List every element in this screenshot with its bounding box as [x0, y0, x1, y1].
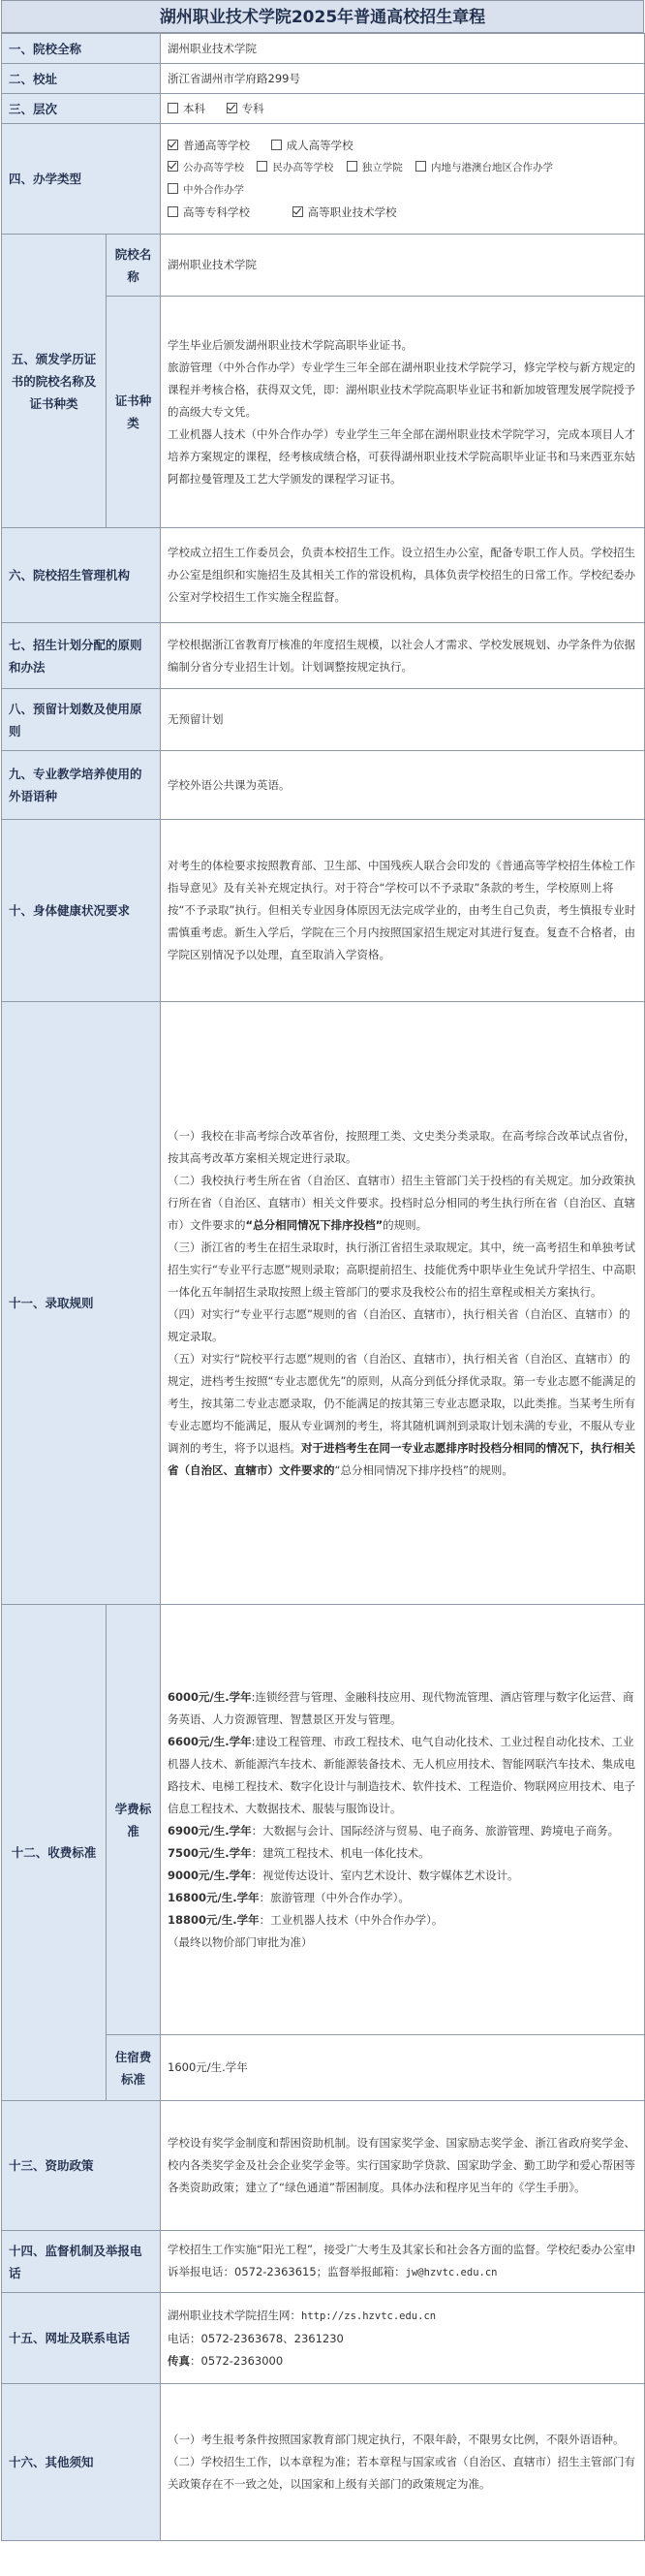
unchecked-box-icon: [347, 161, 357, 172]
aid-value: 学校设有奖学金制度和帮困资助机制。设有国家奖学金、国家励志奖学金、浙江省政府奖学金、校内各类奖学金及社会企业奖学金等。实行国家助学贷款、国家助学金、勤工助学和爱心帮困等各类资助政策；建立了“绿色通道”帮困制度。具体办法和程序见当年的《学生手册》。: [161, 2101, 645, 2231]
row-contact: [2, 2293, 645, 2384]
school-name-label: 一、院校全称: [2, 34, 161, 64]
contact-value: [161, 2293, 645, 2384]
certificate-paragraph: 学生毕业后颁发湖州职业技术学院高职毕业证书。: [168, 337, 414, 352]
notes-paragraph: （一）考生报考条件按照国家教育部门规定执行，不限年龄，不限男女比例，不限外语语种。: [168, 2433, 625, 2446]
admission-paragraph: （二）我校执行考生所在省（自治区、直辖市）招生主管部门关于投档的有关规定。加分政策执行所在省（自治区、直辖市）相关文件要求。投档时总分相同的考生执行所在省（自治区、直辖市）文件要求的“总分相同情况下排序投档”的规则。: [168, 1173, 636, 1232]
fee-item: 6900元/生.学年：大数据与会计、国际经济与贸易、电子商务、旅游管理、跨境电子商务。: [168, 1823, 620, 1838]
row-aid: [2, 2101, 645, 2231]
row-health: [2, 820, 645, 1002]
notes-paragraph: （二）学校招生工作，以本章程为准；若本章程与国家或省（自治区、直辖市）招生主管部门有关政策存在不一致之处，以国家和上级有关部门的政策规定为准。: [168, 2455, 636, 2491]
row-address: [2, 64, 645, 94]
plan-value: 学校根据浙江省教育厅核准的年度招生规模，以社会人才需求、学校发展规划、办学条件为依据编制分省分专业招生计划。计划调整按规定执行。: [161, 623, 645, 689]
report-email[interactable]: jw@hzvtc.edu.cn: [405, 2267, 498, 2278]
notes-label: 十六、其他须知: [2, 2384, 161, 2541]
row-certificate-name: [2, 235, 645, 297]
fee-item: 6600元/生.学年:建设工程管理、市政工程技术、电气自动化技术、工业过程自动化技术、工业机器人技术、新能源汽车技术、新能源装备技术、无人机应用技术、智能网联汽车技术、集成电路技术、电梯工程技术、数字化设计与制造技术、软件技术、工程造价、物联网应用技术、电子信息工程技术、大数据技术、服装与服饰设计。: [168, 1734, 636, 1815]
health-value: 对考生的体检要求按照教育部、卫生部、中国残疾人联合会印发的《普通高等学校招生体检工作指导意见》及有关补充规定执行。对于符合“学校可以不予录取”条款的考生，学校原则上将按“不予录取”执行。但相关专业因身体原因无法完成学业的，由考生自己负责，考生慎报专业时需慎重考虑。新生入学后，学院在三个月内按照国家招生规定对其进行复查。复查不合格者，由学院区别情况予以处理，直至取消入学资格。: [161, 820, 645, 1002]
school-type-label: 四、办学类型: [2, 124, 161, 235]
fee-item: 6000元/生.学年:连锁经营与管理、金融科技应用、现代物流管理、酒店管理与数字化运营、商务英语、人力资源管理、智慧景区开发与管理。: [168, 1689, 634, 1726]
fees-label: 十二、收费标准: [2, 1605, 107, 2101]
type-option: 内地与港澳台地区合作办学: [431, 161, 554, 173]
admission-paragraph: （一）我校在非高考综合改革省份，按照理工类、文史类分类录取。在高考综合改革试点省份，按其高考改革方案相关规定进行录取。: [168, 1128, 636, 1165]
type-option: 中外合作办学: [183, 183, 245, 196]
row-management: [2, 528, 645, 623]
type-option: 高等专科学校: [183, 204, 251, 219]
checked-box-icon: [292, 206, 303, 217]
admission-value: [161, 1002, 645, 1605]
tuition-label: 学费标准: [107, 1605, 161, 2035]
tuition-value: [161, 1605, 645, 2035]
row-admission: [2, 1002, 645, 1605]
certificate-paragraph: 工业机器人技术（中外合作办学）专业学生三年全部在湖州职业技术学院学习，完成本项目人才培养方案规定的课程，经考核成绩合格，可获得湖州职业技术学院高职毕业证书和马来西亚东姑阿都拉曼管理及工艺大学颁发的课程学习证书。: [168, 426, 636, 486]
address-label: 二、校址: [2, 64, 161, 94]
admission-paragraph: （五）对实行“院校平行志愿”规则的省（自治区、直辖市），执行相关省（自治区、直辖市）的规定，进档考生按照“专业志愿优先”的原则，从高分到低分择优录取。第一专业志愿不能满足的考生，按其第二专业志愿录取，仍不能满足的按其第三专业志愿录取，以此类推。当某考生所有专业志愿均不能满足，服从专业调剂的考生，将其随机调剂到录取计划未满的专业，不服从专业调剂的考生，将予以退档。对于进档考生在同一专业志愿排序时投档分相同的情况下，执行相关省（自治区、直辖市）文件要求的“总分相同情况下排序投档”的规则。: [168, 1351, 636, 1477]
website-link[interactable]: http://zs.hzvtc.edu.cn: [301, 2309, 437, 2322]
fee-note: （最终以物价部门审批为准）: [168, 1934, 313, 1949]
language-value: 学校外语公共课为英语。: [161, 751, 645, 820]
certificate-type-value: [161, 297, 645, 528]
row-reserve: [2, 689, 645, 751]
certificate-paragraph: 旅游管理（中外合作办学）专业学生三年全部在湖州职业技术学院学习，修完学校与新方规定的课程并考核合格，获得双文凭，即：湖州职业技术学院高职毕业证书和新加坡管理发展学院授予的高级大专文凭。: [168, 360, 636, 419]
plan-label: 七、招生计划分配的原则和办法: [2, 623, 161, 689]
fee-item: 9000元/生.学年：视觉传达设计、室内艺术设计、数字媒体艺术设计。: [168, 1868, 519, 1882]
website-line: 湖州职业技术学院招生网：http://zs.hzvtc.edu.cn: [168, 2308, 437, 2322]
type-option: 成人高等学校: [286, 138, 353, 152]
admission-paragraph: （三）浙江省的考生在招生录取时，执行浙江省招生录取规定。其中，统一高考招生和单独考试招生实行“专业平行志愿”规则录取；高职提前招生、技能优秀中职毕业生免试升学招生、中高职一体化五年制招生录取按照上级主管部门的要求及我校公布的招生章程或相关方案执行。: [168, 1240, 636, 1299]
admission-label: 十一、录取规则: [2, 1002, 161, 1605]
contact-label: 十五、网址及联系电话: [2, 2293, 161, 2384]
row-plan: [2, 623, 645, 689]
unchecked-box-icon: [415, 161, 426, 172]
certificate-type-label: 证书种类: [107, 297, 161, 528]
unchecked-box-icon: [168, 103, 178, 113]
fee-item: 7500元/生.学年：建筑工程技术、机电一体化技术。: [168, 1845, 430, 1860]
school-name-value: 湖州职业技术学院: [161, 34, 645, 64]
level-option-undergraduate: 本科: [168, 98, 205, 120]
type-option: 公办高等学校: [183, 161, 245, 173]
level-options: [161, 94, 645, 124]
management-value: 学校成立招生工作委员会，负责本校招生工作。设立招生办公室，配备专职工作人员。学校招生办公室是组织和实施招生及其相关工作的常设机构，具体负责学校招生的日常工作。学校纪委办公室对学校招生工作实施全程监督。: [161, 528, 645, 623]
level-option-junior-college: 专科: [227, 98, 264, 120]
health-label: 十、身体健康状况要求: [2, 820, 161, 1002]
row-tuition: [2, 1605, 645, 2035]
row-school-name: [2, 34, 645, 64]
management-label: 六、院校招生管理机构: [2, 528, 161, 623]
checked-box-icon: [227, 103, 237, 113]
type-option: 普通高等学校: [183, 138, 251, 152]
charter-table: [1, 33, 645, 2541]
school-type-options: [161, 124, 645, 235]
aid-label: 十三、资助政策: [2, 2101, 161, 2231]
unchecked-box-icon: [271, 140, 282, 150]
certificate-name-label: 院校名称: [107, 235, 161, 297]
row-level: [2, 94, 645, 124]
row-school-type: [2, 124, 645, 235]
phone-line: 电话：0572-2363678、2361230: [168, 2331, 344, 2345]
checked-box-icon: [168, 161, 178, 172]
type-option: 民办高等学校: [272, 161, 334, 173]
dorm-label: 住宿费标准: [107, 2035, 161, 2101]
language-label: 九、专业教学培养使用的外语语种: [2, 751, 161, 820]
unchecked-box-icon: [168, 206, 178, 217]
reserve-label: 八、预留计划数及使用原则: [2, 689, 161, 751]
level-label: 三、层次: [2, 94, 161, 124]
fax-line: 传真：0572-2363000: [168, 2353, 284, 2368]
supervision-value: 学校招生工作实施“阳光工程”，接受广大考生及其家长和社会各方面的监督。学校纪委办公室申诉举报电话：0572-2363615；监督举报邮箱：jw@hzvtc.edu.cn: [161, 2231, 645, 2293]
address-value: 浙江省湖州市学府路299号: [161, 64, 645, 94]
type-option: 高等职业技术学校: [307, 204, 397, 219]
dorm-value: 1600元/生.学年: [161, 2035, 645, 2101]
unchecked-box-icon: [257, 161, 267, 172]
notes-value: [161, 2384, 645, 2541]
certificate-name-value: 湖州职业技术学院: [161, 235, 645, 297]
fee-item: 18800元/生.学年：工业机器人技术（中外合作办学）。: [168, 1912, 444, 1927]
admission-paragraph: （四）对实行“专业平行志愿”规则的省（自治区、直辖市），执行相关省（自治区、直辖市）的规定录取。: [168, 1306, 630, 1343]
row-notes: [2, 2384, 645, 2541]
supervision-label: 十四、监督机制及举报电话: [2, 2231, 161, 2293]
page-title: 湖州职业技术学院2025年普通高校招生章程: [1, 0, 644, 33]
fee-item: 16800元/生.学年：旅游管理（中外合作办学）。: [168, 1890, 410, 1904]
certificate-label: 五、颁发学历证书的院校名称及证书种类: [2, 235, 107, 528]
row-language: [2, 751, 645, 820]
type-option: 独立学院: [361, 161, 403, 173]
unchecked-box-icon: [168, 183, 178, 194]
checked-box-icon: [168, 140, 178, 150]
row-supervision: [2, 2231, 645, 2293]
reserve-value: 无预留计划: [161, 689, 645, 751]
